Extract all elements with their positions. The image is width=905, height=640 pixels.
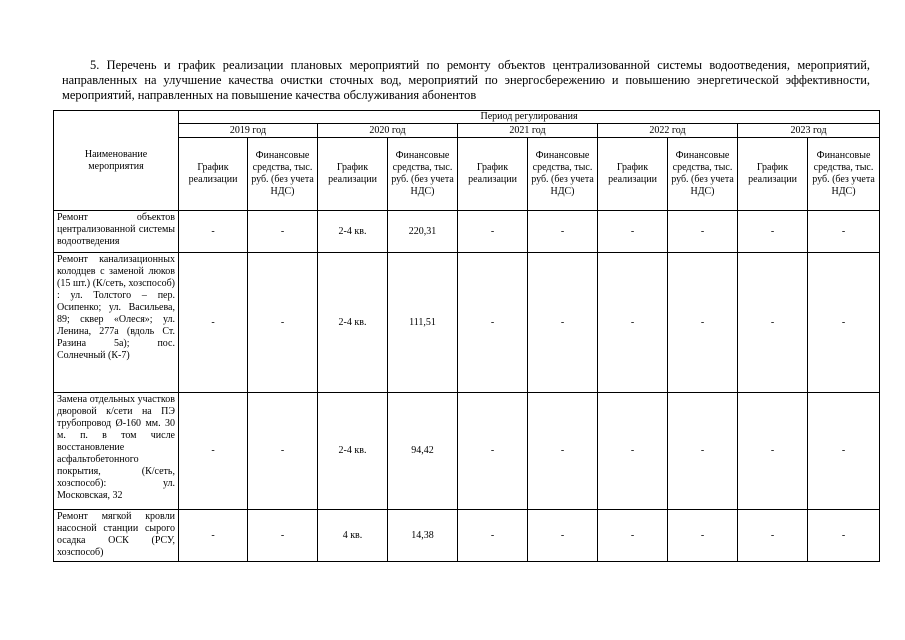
table-cell: - xyxy=(248,510,318,562)
table-cell: - xyxy=(598,393,668,510)
activity-name: Ремонт мягкой кровли насосной станции сырого осадка ОСК (РСУ, хозспособ) xyxy=(54,510,179,562)
table-cell: 111,51 xyxy=(388,253,458,393)
finance-header: Финансовые средства, тыс. руб. (без учета НДС) xyxy=(808,138,880,211)
table-cell: - xyxy=(598,211,668,253)
table-cell: - xyxy=(668,211,738,253)
table-cell: - xyxy=(179,253,248,393)
period-header: Период регулирования xyxy=(179,111,880,124)
table-cell: - xyxy=(248,393,318,510)
table-row xyxy=(54,211,880,253)
name-column-header: Наименование мероприятия xyxy=(54,111,179,211)
table-cell: - xyxy=(248,253,318,393)
schedule-header: График реализации xyxy=(318,138,388,211)
table-cell: - xyxy=(808,211,880,253)
table-cell: - xyxy=(808,510,880,562)
table-cell: - xyxy=(738,253,808,393)
table-row xyxy=(54,510,880,562)
year-header: 2021 год xyxy=(458,124,598,138)
table-cell: - xyxy=(738,211,808,253)
table-cell: - xyxy=(179,211,248,253)
table-cell: - xyxy=(458,253,528,393)
table-row xyxy=(54,253,880,393)
table-cell: - xyxy=(598,510,668,562)
table-cell: - xyxy=(808,253,880,393)
year-header: 2023 год xyxy=(738,124,880,138)
table-cell: 14,38 xyxy=(388,510,458,562)
section-heading: 5. Перечень и график реализации плановых мероприятий по ремонту объектов централизованной системы водоотведения, мероприятий, направленных на улучшение качества очистки сточных вод, мероприятий по энергосбережению и повышению энергетической эффективности, мероприятий, направленных на повышение качества обслуживания абонентов xyxy=(62,58,870,102)
finance-header: Финансовые средства, тыс. руб. (без учета НДС) xyxy=(528,138,598,211)
table-cell: - xyxy=(179,393,248,510)
table-cell: - xyxy=(738,510,808,562)
table-cell: - xyxy=(528,211,598,253)
table-cell: - xyxy=(528,393,598,510)
year-header: 2022 год xyxy=(598,124,738,138)
year-header: 2020 год xyxy=(318,124,458,138)
table-row xyxy=(54,393,880,510)
year-header: 2019 год xyxy=(179,124,318,138)
header-row-period xyxy=(54,111,880,124)
table-cell: 2-4 кв. xyxy=(318,253,388,393)
table-cell: 2-4 кв. xyxy=(318,393,388,510)
table-cell: - xyxy=(179,510,248,562)
table-cell: - xyxy=(738,393,808,510)
finance-header: Финансовые средства, тыс. руб. (без учета НДС) xyxy=(388,138,458,211)
activities-table xyxy=(53,110,880,562)
schedule-header: График реализации xyxy=(738,138,808,211)
table-cell: - xyxy=(668,393,738,510)
activity-name: Ремонт канализационных колодцев с заменой люков (15 шт.) (К/сеть, хозспособ) : ул. Толстого – пер. Осипенко; ул. Васильева, 89; сквер «Олеся»; ул. Ленина, 277а (вдоль Ст. Разина 5а); пос. Солнечный (К-7) xyxy=(54,253,179,393)
table-cell: - xyxy=(808,393,880,510)
table-cell: - xyxy=(248,211,318,253)
table-cell: - xyxy=(458,211,528,253)
table-cell: 4 кв. xyxy=(318,510,388,562)
activity-name: Замена отдельных участков дворовой к/сети на ПЭ трубопровод Ø-160 мм. 30 м. п. в том числе восстановление асфальтобетонного покрытия, (К/сеть, хозспособ): ул. Московская, 32 xyxy=(54,393,179,510)
activity-name: Ремонт объектов централизованной системы водоотведения xyxy=(54,211,179,253)
table-cell: - xyxy=(668,510,738,562)
schedule-header: График реализации xyxy=(179,138,248,211)
schedule-header: График реализации xyxy=(598,138,668,211)
schedule-header: График реализации xyxy=(458,138,528,211)
table-cell: 94,42 xyxy=(388,393,458,510)
table-cell: - xyxy=(458,510,528,562)
finance-header: Финансовые средства, тыс. руб. (без учета НДС) xyxy=(248,138,318,211)
table-cell: - xyxy=(598,253,668,393)
table-cell: - xyxy=(458,393,528,510)
table-cell: 2-4 кв. xyxy=(318,211,388,253)
table-cell: 220,31 xyxy=(388,211,458,253)
finance-header: Финансовые средства, тыс. руб. (без учета НДС) xyxy=(668,138,738,211)
table-cell: - xyxy=(528,253,598,393)
table-cell: - xyxy=(528,510,598,562)
table-cell: - xyxy=(668,253,738,393)
